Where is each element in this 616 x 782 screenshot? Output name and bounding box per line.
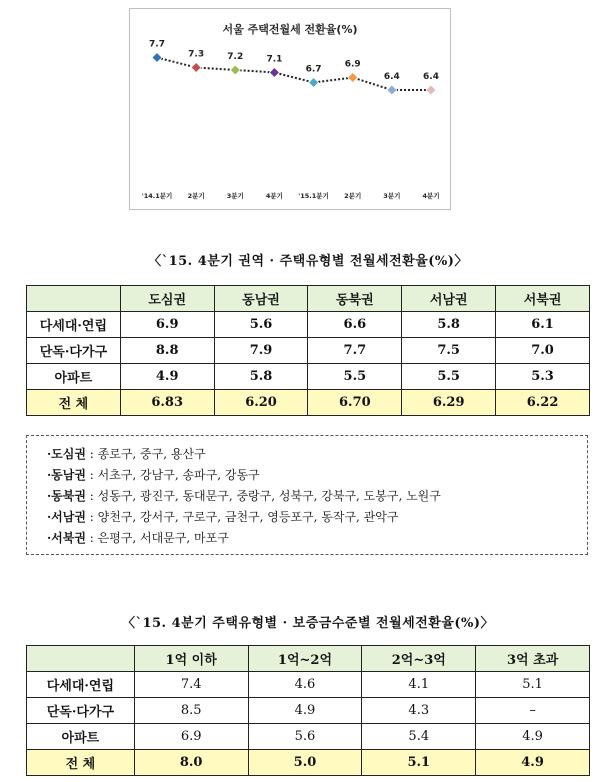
table-cell: 5.3 (496, 364, 590, 390)
row-label: 전 체 (27, 750, 135, 776)
x-tick-label: 4분기 (422, 192, 440, 200)
region-legend (26, 435, 588, 555)
row-label: 다세대·연립 (27, 672, 135, 698)
legend-desc: : 종로구, 중구, 용산구 (85, 447, 206, 461)
table1-header: 서남권 (402, 286, 496, 312)
data-label: 7.7 (149, 39, 165, 50)
table2-header: 1억 이하 (134, 646, 248, 672)
data-point (387, 85, 397, 95)
table-cell: 7.9 (214, 338, 308, 364)
legend-key: ·동북권 (47, 489, 86, 503)
legend-row (47, 528, 587, 549)
data-label: 7.1 (266, 54, 283, 65)
table-cell: 7.0 (496, 338, 590, 364)
row-label: 전 체 (27, 390, 121, 416)
table-cell: 4.1 (362, 672, 476, 698)
table-cell: 4.9 (248, 698, 362, 724)
x-tick-label: 2분기 (187, 192, 205, 200)
table-cell: 6.9 (120, 312, 214, 338)
table1-caption: 〈`15. 4분기 권역 · 주택유형별 전월세전환율(%)〉 (148, 254, 468, 269)
x-tick-label: 3분기 (226, 192, 244, 200)
table-row (27, 364, 590, 390)
table2-header-row (27, 646, 590, 672)
table1-header-blank (27, 286, 121, 312)
x-tick-label: 3분기 (383, 192, 401, 200)
table-cell: 5.4 (362, 724, 476, 750)
table-cell: – (476, 698, 590, 724)
table2-header: 1억~2억 (248, 646, 362, 672)
table-cell: 4.9 (476, 724, 590, 750)
table-cell: 6.6 (308, 312, 402, 338)
legend-key: ·서남권 (47, 510, 86, 524)
legend-key: ·서북권 (47, 531, 86, 545)
row-label: 단독·다가구 (27, 698, 135, 724)
row-label: 아파트 (27, 724, 135, 750)
table-row (27, 672, 590, 698)
x-tick-label: 2분기 (344, 192, 362, 200)
row-label: 다세대·연립 (27, 312, 121, 338)
table-total-row (27, 750, 590, 776)
table-cell: 7.5 (402, 338, 496, 364)
data-point (230, 65, 240, 75)
table-cell: 6.20 (214, 390, 308, 416)
line-chart (129, 8, 451, 210)
data-point (269, 68, 279, 78)
deposit-level-table (26, 645, 590, 776)
legend-row (47, 486, 587, 507)
x-tick-label: '14.1분기 (141, 192, 173, 200)
legend-key: ·동남권 (47, 468, 86, 482)
chart-title: 서울 주택전월세 전환율(%) (222, 23, 358, 36)
legend-key: ·도심권 (47, 447, 86, 461)
legend-row (47, 507, 587, 528)
data-label: 6.4 (383, 72, 400, 82)
legend-desc: : 은평구, 서대문구, 마포구 (85, 531, 229, 545)
legend-desc: : 서초구, 강남구, 송파구, 강동구 (85, 468, 260, 482)
table-cell: 7.7 (308, 338, 402, 364)
table-cell: 4.9 (120, 364, 214, 390)
table1-header: 서북권 (496, 286, 590, 312)
data-point (191, 63, 201, 73)
table2-caption: 〈`15. 4분기 주택유형별 · 보증금수준별 전월세전환율(%)〉 (121, 616, 495, 631)
table1-header: 동북권 (308, 286, 402, 312)
table1-header-row (27, 286, 590, 312)
table-cell: 5.8 (402, 312, 496, 338)
table1-header: 도심권 (120, 286, 214, 312)
table-cell: 5.5 (402, 364, 496, 390)
table-cell: 7.4 (134, 672, 248, 698)
table2-header: 2억~3억 (362, 646, 476, 672)
table2-header-blank (27, 646, 135, 672)
region-type-table (26, 285, 590, 416)
data-label: 6.7 (305, 64, 322, 75)
table-total-row (27, 390, 590, 416)
table-cell: 4.6 (248, 672, 362, 698)
table-cell: 6.70 (308, 390, 402, 416)
table-cell: 5.1 (362, 750, 476, 776)
table1-header: 동남권 (214, 286, 308, 312)
table-cell: 6.29 (402, 390, 496, 416)
data-label: 6.9 (344, 59, 361, 70)
line-chart-svg (130, 9, 450, 209)
table-cell: 5.6 (214, 312, 308, 338)
data-label: 6.4 (423, 72, 439, 82)
data-label: 7.2 (227, 52, 244, 62)
table-row (27, 724, 590, 750)
table-cell: 5.6 (248, 724, 362, 750)
table-row (27, 698, 590, 724)
table-row (27, 338, 590, 364)
table-cell: 6.9 (134, 724, 248, 750)
table-cell: 6.22 (496, 390, 590, 416)
table-cell: 6.83 (120, 390, 214, 416)
x-tick-label: 4분기 (265, 192, 283, 200)
table-cell: 5.5 (308, 364, 402, 390)
table-cell: 6.1 (496, 312, 590, 338)
legend-desc: : 성동구, 광진구, 동대문구, 중랑구, 성북구, 강북구, 도봉구, 노원구 (85, 489, 441, 503)
table-cell: 4.9 (476, 750, 590, 776)
table-cell: 5.0 (248, 750, 362, 776)
legend-row (47, 465, 587, 486)
x-tick-label: '15.1분기 (298, 192, 329, 200)
data-point (348, 73, 358, 83)
legend-row (47, 444, 587, 465)
table-cell: 8.0 (134, 750, 248, 776)
row-label: 단독·다가구 (27, 338, 121, 364)
data-point (152, 53, 162, 63)
legend-desc: : 양천구, 강서구, 구로구, 금천구, 영등포구, 동작구, 관악구 (85, 510, 399, 524)
data-point (309, 78, 319, 88)
table-cell: 5.8 (214, 364, 308, 390)
table-cell: 8.5 (134, 698, 248, 724)
data-point (426, 85, 436, 95)
table-cell: 8.8 (120, 338, 214, 364)
table2-header: 3억 초과 (476, 646, 590, 672)
row-label: 아파트 (27, 364, 121, 390)
table-cell: 5.1 (476, 672, 590, 698)
table-cell: 4.3 (362, 698, 476, 724)
table-row (27, 312, 590, 338)
data-label: 7.3 (188, 49, 205, 60)
